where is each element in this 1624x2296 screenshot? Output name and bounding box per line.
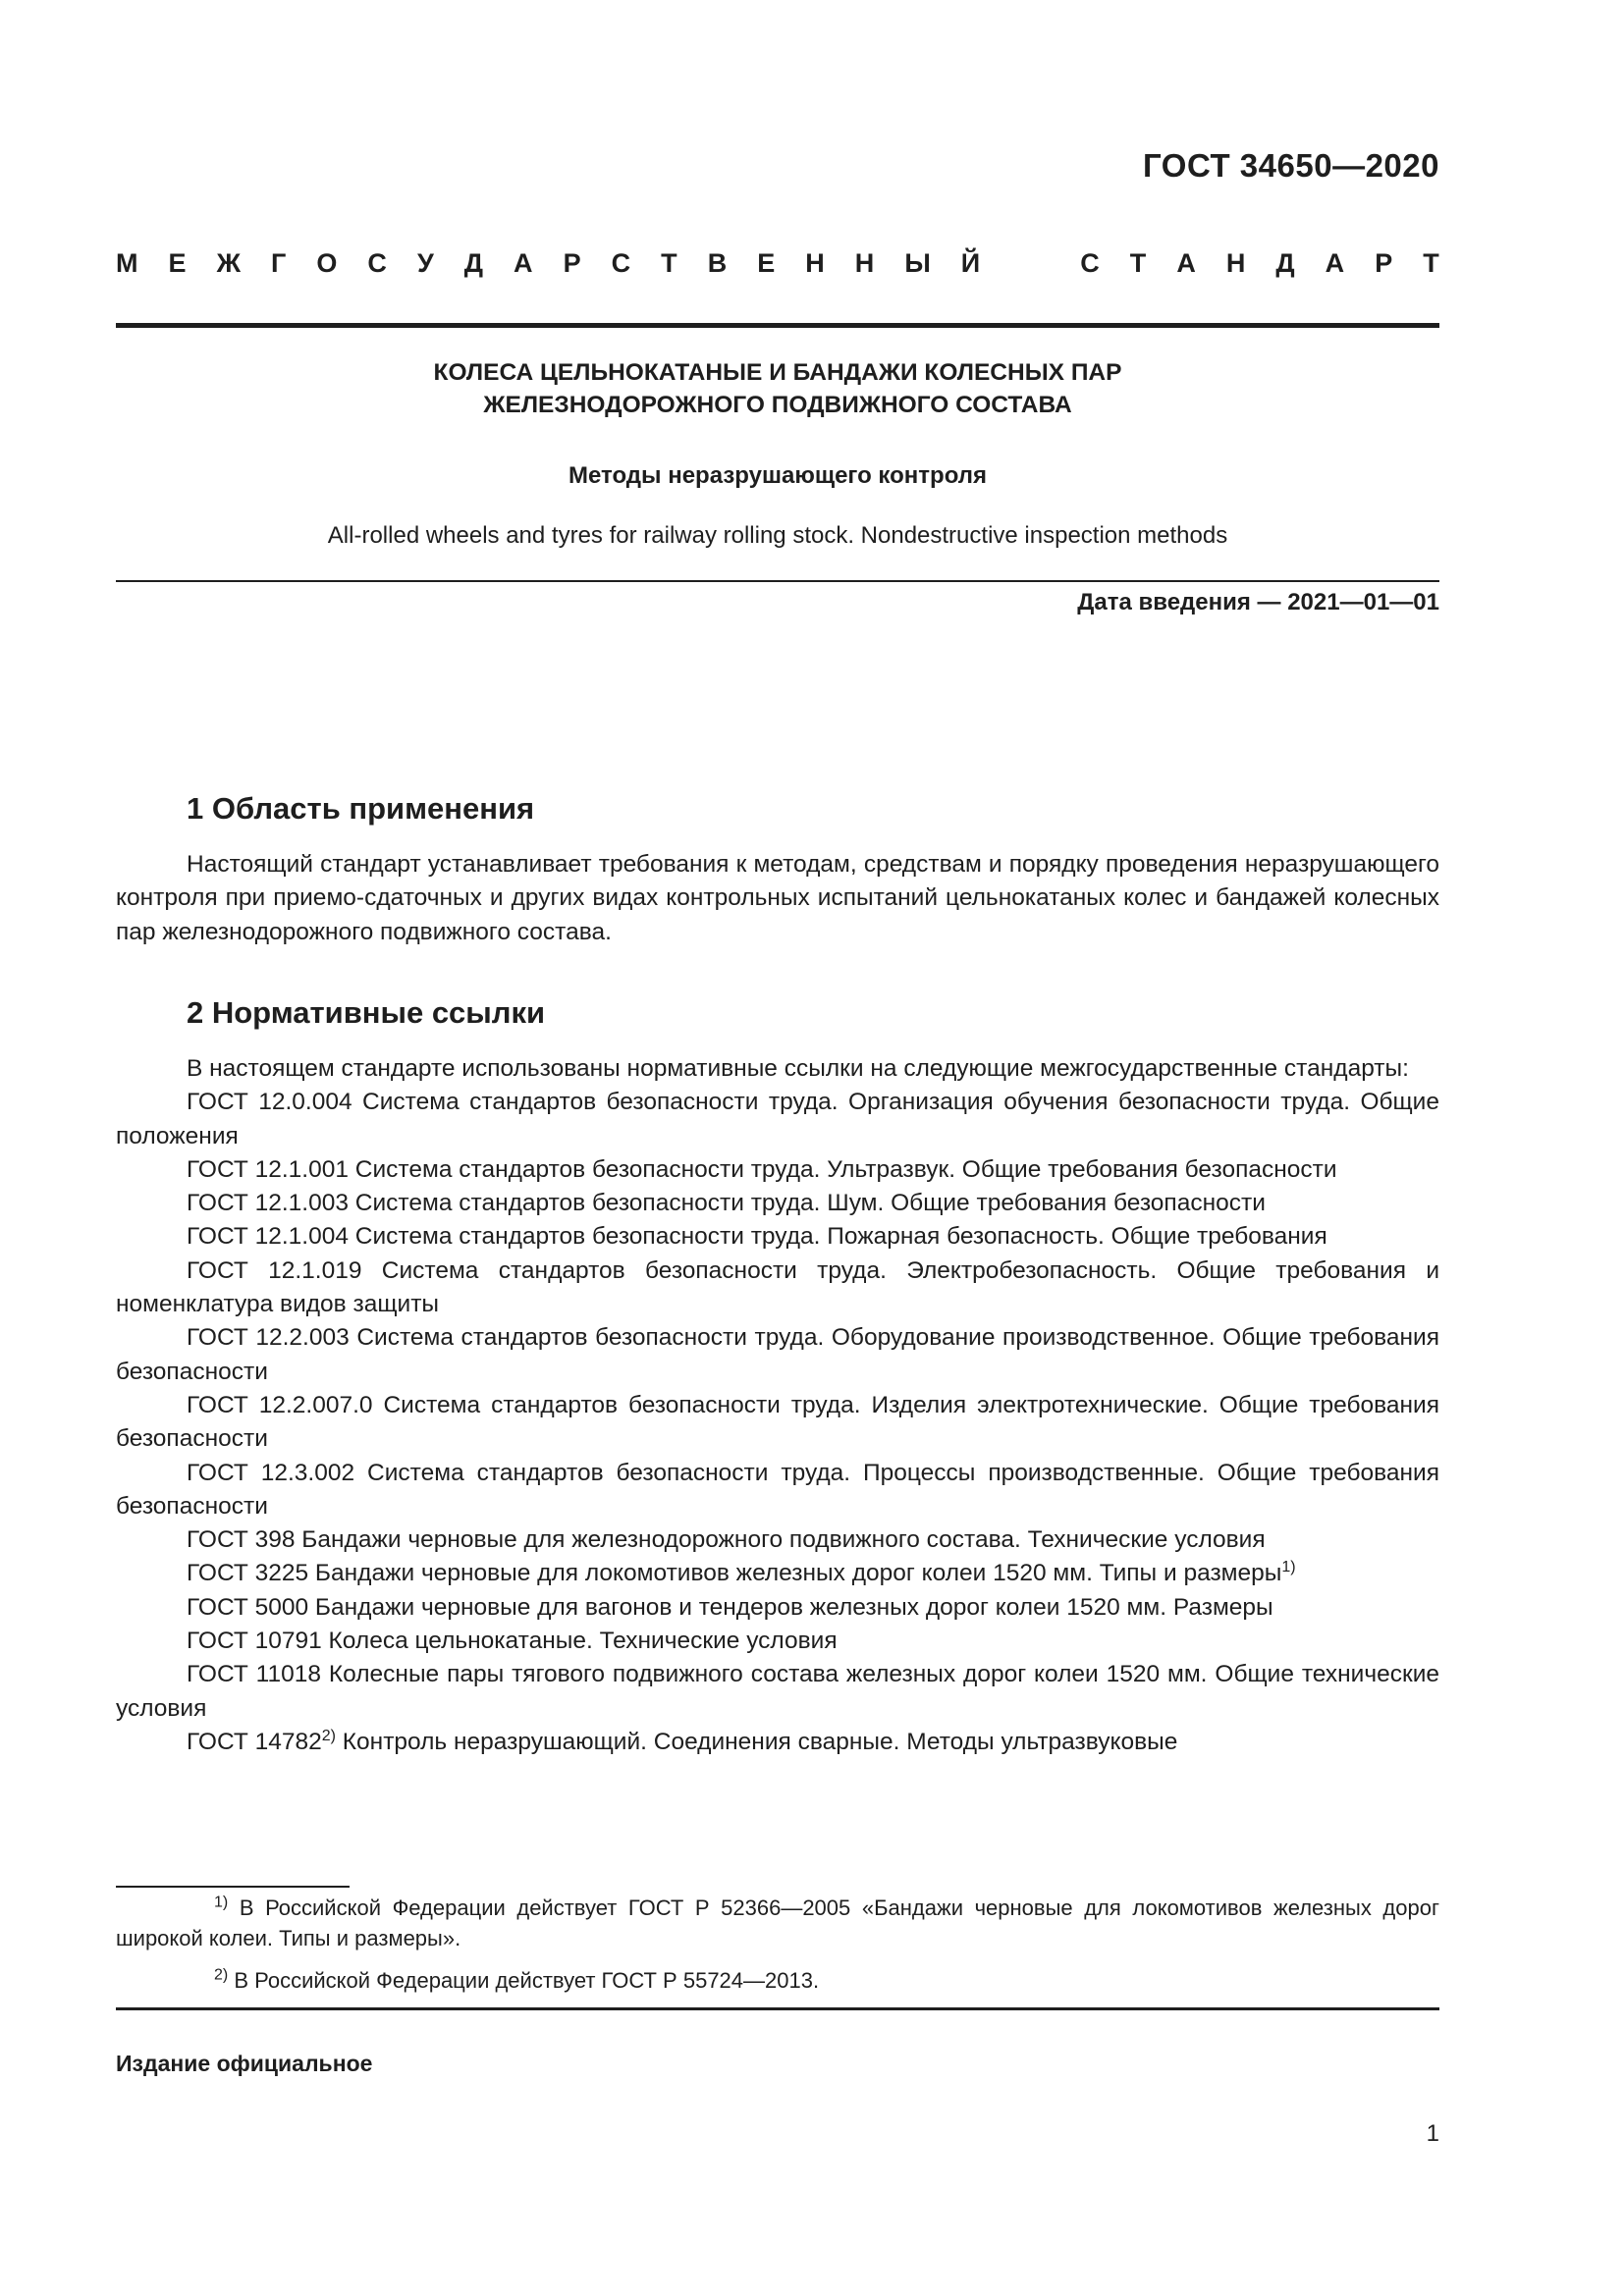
reference-item (116, 1321, 1439, 1389)
english-title: All-rolled wheels and tyres for railway rolling stock. Nondestructive inspection methods (327, 522, 1228, 549)
reference-item (116, 1153, 1439, 1187)
category-gap (1010, 248, 1050, 279)
footnote-1 (116, 1893, 1439, 1953)
category-letter: Н (805, 248, 825, 278)
category-letter: С (611, 248, 631, 278)
reference-text: Контроль неразрушающий. Соединения сварные. Методы ультразвуковые (335, 1728, 1178, 1755)
category-letter: Т (1423, 248, 1439, 278)
reference-item (116, 1086, 1439, 1153)
introduction-date: Дата введения — 2021—01—01 (1077, 589, 1439, 615)
category-letter: О (316, 248, 338, 278)
category-letter: Й (960, 248, 981, 278)
reference-item (116, 1389, 1439, 1457)
category-letter: А (1325, 248, 1345, 278)
scope-paragraph: Настоящий стандарт устанавливает требования к методам, средствам и порядку проведения неразрушающего контроля при приемо-сдаточных и других видах контрольных испытаний цельнокатаных колес и бандажей колесных пар железнодорожного подвижного состава. (116, 851, 1439, 945)
category-letter: Р (1375, 248, 1393, 278)
footnotes (116, 1893, 1439, 1996)
category-letter: Ы (904, 248, 931, 278)
category-letter: Е (757, 248, 776, 278)
reference-item (116, 1625, 1439, 1658)
document-category (116, 248, 1439, 279)
reference-item (116, 1220, 1439, 1254)
reference-item (116, 1726, 1439, 1759)
footnote-text: В Российской Федерации действует ГОСТ Р 52366—2005 «Бандажи черновые для локомотивов железных дорог широкой колеи. Типы и размеры». (116, 1896, 1439, 1950)
footnote-divider (116, 1886, 350, 1888)
category-letter: Г (271, 248, 287, 278)
reference-item (116, 1658, 1439, 1726)
reference-text: ГОСТ 12.0.004 Система стандартов безопасности труда. Организация обучения безопасности труда. Общие положения (116, 1089, 1439, 1149)
header-divider (116, 323, 1439, 328)
references-body (116, 1052, 1439, 1759)
reference-item (116, 1255, 1439, 1322)
reference-item (116, 1591, 1439, 1625)
title-line-1: КОЛЕСА ЦЕЛЬНОКАТАНЫЕ И БАНДАЖИ КОЛЕСНЫХ ПАР (433, 359, 1122, 386)
section-heading-references: 2 Нормативные ссылки (187, 995, 546, 1030)
section-heading-scope: 1 Область применения (187, 791, 535, 826)
footnote-mark: 2) (214, 1966, 229, 1984)
category-letter: У (416, 248, 434, 278)
footnote-text: В Российской Федерации действует ГОСТ Р 55724—2013. (228, 1968, 820, 1993)
category-letter: Р (563, 248, 581, 278)
references-intro: В настоящем стандарте использованы нормативные ссылки на следующие межгосударственные стандарты: (187, 1055, 1409, 1082)
reference-text: ГОСТ 14782 (187, 1728, 322, 1755)
category-letter: С (1080, 248, 1100, 278)
reference-text: ГОСТ 12.1.003 Система стандартов безопасности труда. Шум. Общие требования безопасности (187, 1190, 1266, 1217)
title-line-2: ЖЕЛЕЗНОДОРОЖНОГО ПОДВИЖНОГО СОСТАВА (483, 392, 1072, 418)
document-title (116, 356, 1439, 421)
page-number: 1 (1426, 2120, 1439, 2147)
category-letter: С (367, 248, 387, 278)
reference-text: ГОСТ 12.1.004 Система стандартов безопасности труда. Пожарная безопасность. Общие требования (187, 1223, 1327, 1251)
reference-item (116, 1557, 1439, 1590)
category-letter: А (514, 248, 533, 278)
reference-text: ГОСТ 12.2.003 Система стандартов безопасности труда. Оборудование производственное. Общие требования безопасности (116, 1324, 1439, 1385)
official-edition-label: Издание официальное (116, 2051, 373, 2076)
category-letter: А (1176, 248, 1196, 278)
category-letter: Д (1275, 248, 1295, 278)
category-letter: М (116, 248, 138, 278)
category-letter: Т (1129, 248, 1147, 278)
footnote-mark: 1) (1281, 1559, 1296, 1576)
category-letter: Т (661, 248, 677, 278)
reference-text: ГОСТ 12.2.007.0 Система стандартов безопасности труда. Изделия электротехнические. Общие требования безопасности (116, 1391, 1439, 1453)
standard-number: ГОСТ 34650—2020 (1143, 147, 1439, 184)
category-letter: Н (1225, 248, 1246, 278)
footnote-mark: 1) (214, 1894, 229, 1911)
reference-item (116, 1187, 1439, 1220)
reference-text: ГОСТ 11018 Колесные пары тягового подвижного состава железных дорог колеи 1520 мм. Общие технические условия (116, 1661, 1439, 1722)
reference-text: ГОСТ 10791 Колеса цельнокатаные. Технические условия (187, 1628, 838, 1655)
category-letter: Н (854, 248, 875, 278)
reference-text: ГОСТ 5000 Бандажи черновые для вагонов и тендеров железных дорог колеи 1520 мм. Размеры (187, 1593, 1273, 1621)
reference-text: ГОСТ 3225 Бандажи черновые для локомотивов железных дорог колеи 1520 мм. Типы и размеры (187, 1560, 1282, 1587)
reference-text: ГОСТ 398 Бандажи черновые для железнодорожного подвижного состава. Технические условия (187, 1526, 1266, 1554)
footer-divider (116, 2007, 1439, 2010)
footnote-2 (116, 1965, 1439, 1996)
category-letter: Е (168, 248, 187, 278)
references-list (116, 1086, 1439, 1726)
category-letter: Д (463, 248, 484, 278)
title-divider (116, 580, 1439, 582)
reference-text: ГОСТ 12.1.001 Система стандартов безопасности труда. Ультразвук. Общие требования безопасности (187, 1155, 1337, 1183)
document-subtitle: Методы неразрушающего контроля (568, 462, 987, 489)
reference-text: ГОСТ 12.1.019 Система стандартов безопасности труда. Электробезопасность. Общие требования и номенклатура видов защиты (116, 1256, 1439, 1318)
scope-body (116, 848, 1439, 949)
category-letter: В (707, 248, 728, 278)
reference-item (116, 1457, 1439, 1524)
reference-text: ГОСТ 12.3.002 Система стандартов безопасности труда. Процессы производственные. Общие требования безопасности (116, 1459, 1439, 1520)
category-letter: Ж (216, 248, 241, 278)
reference-item (116, 1523, 1439, 1557)
footnote-mark: 2) (321, 1727, 336, 1744)
